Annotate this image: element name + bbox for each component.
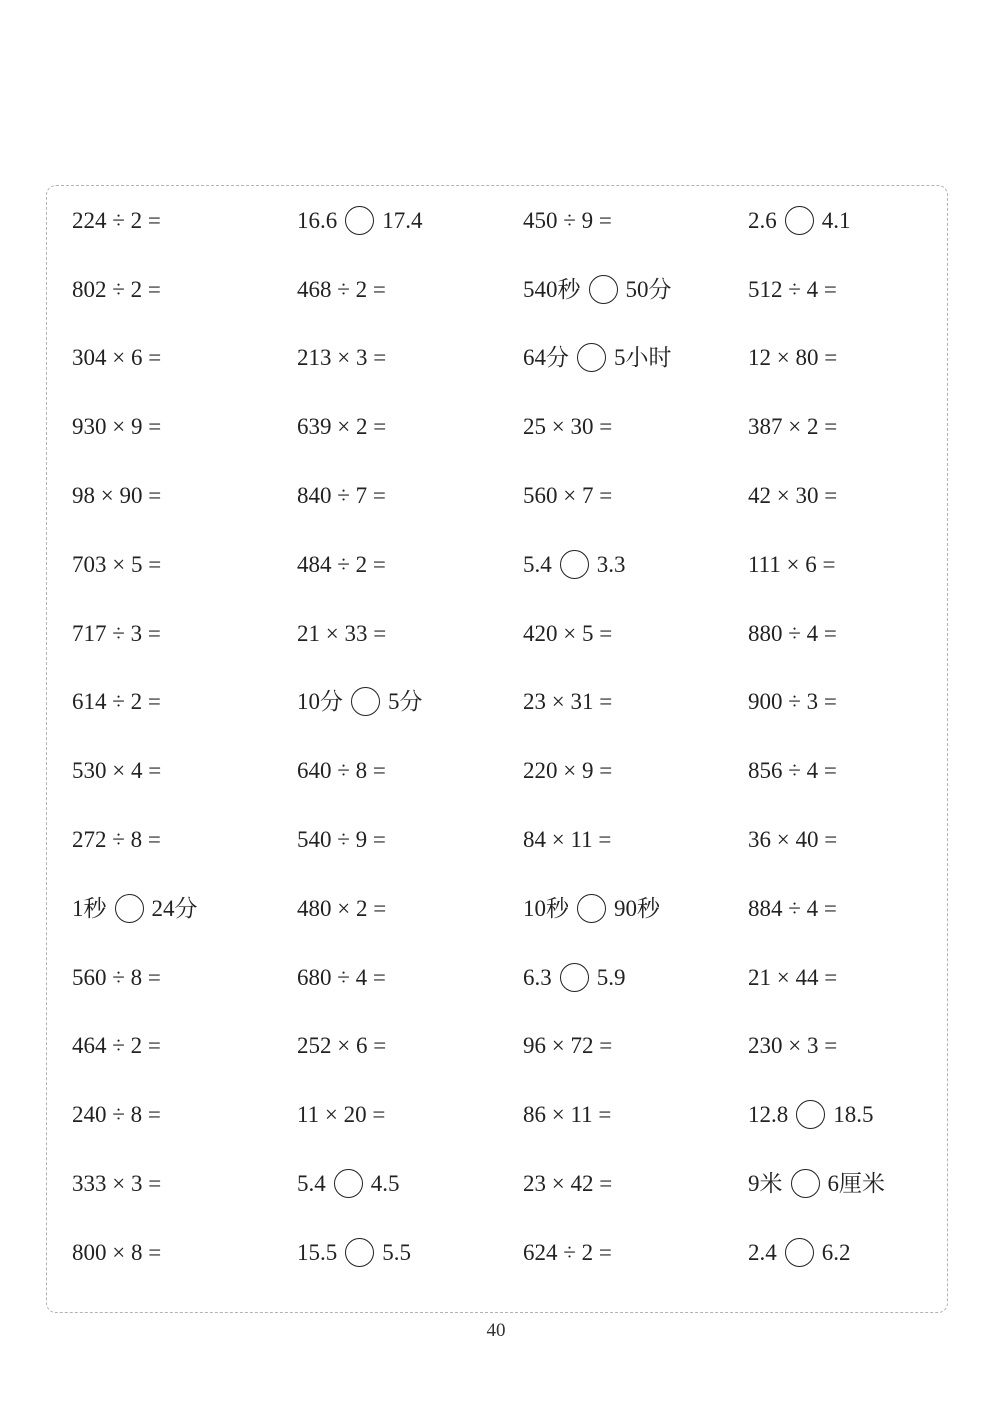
comparison-problem: [523, 324, 748, 393]
problem-text: 11 × 20 =: [297, 1102, 386, 1128]
problem-text: 680 ÷ 4 =: [297, 964, 386, 990]
comparison-problem: [297, 186, 523, 255]
problem-text: 800 × 8 =: [72, 1239, 162, 1265]
answer-circle[interactable]: [334, 1169, 363, 1198]
compare-right: 18.5: [833, 1102, 874, 1128]
math-problem: [748, 255, 952, 324]
problem-text: 560 ÷ 8 =: [72, 964, 161, 990]
problem-text: 96 × 72 =: [523, 1033, 613, 1059]
math-problem: [523, 599, 748, 668]
answer-circle[interactable]: [560, 550, 589, 579]
compare-right: 4.1: [821, 207, 851, 233]
math-problem: [72, 736, 297, 805]
problem-text: 12 × 80 =: [748, 345, 838, 371]
answer-circle[interactable]: [115, 894, 144, 923]
problem-text: 717 ÷ 3 =: [72, 620, 161, 646]
math-problem: [748, 668, 952, 737]
comparison-problem: [523, 530, 748, 599]
compare-right: 17.4: [382, 207, 423, 233]
comparison-problem: [297, 1149, 523, 1218]
problem-text: 900 ÷ 3 =: [748, 689, 837, 715]
math-problem: [523, 1149, 748, 1218]
problem-text: 468 ÷ 2 =: [297, 276, 386, 302]
compare-left: 10分: [297, 689, 343, 715]
problem-text: 84 × 11 =: [523, 827, 612, 853]
math-problem: [72, 392, 297, 461]
problem-text: 420 × 5 =: [523, 620, 613, 646]
problem-text: 884 ÷ 4 =: [748, 895, 837, 921]
problem-text: 230 × 3 =: [748, 1033, 838, 1059]
math-problem: [72, 530, 297, 599]
math-problem: [297, 530, 523, 599]
math-problem: [523, 1080, 748, 1149]
answer-circle[interactable]: [351, 687, 380, 716]
problem-text: 333 × 3 =: [72, 1171, 162, 1197]
problem-text: 36 × 40 =: [748, 827, 838, 853]
math-problem: [72, 1218, 297, 1287]
compare-left: 2.4: [748, 1239, 777, 1265]
math-problem: [748, 599, 952, 668]
problem-text: 21 × 33 =: [297, 620, 387, 646]
math-problem: [297, 1012, 523, 1081]
compare-left: 540秒: [523, 276, 581, 302]
compare-right: 5分: [388, 689, 423, 715]
math-problem: [748, 943, 952, 1012]
problem-text: 930 × 9 =: [72, 414, 162, 440]
answer-circle[interactable]: [796, 1100, 825, 1129]
comparison-problem: [523, 874, 748, 943]
compare-right: 24分: [151, 895, 198, 921]
problem-text: 624 ÷ 2 =: [523, 1239, 612, 1265]
comparison-problem: [748, 1218, 952, 1287]
problem-text: 880 ÷ 4 =: [748, 620, 837, 646]
compare-left: 64分: [523, 345, 569, 371]
problem-text: 802 ÷ 2 =: [72, 276, 161, 302]
math-problem: [297, 874, 523, 943]
math-problem: [297, 599, 523, 668]
math-problem: [748, 1012, 952, 1081]
problem-text: 387 × 2 =: [748, 414, 838, 440]
compare-right: 5小时: [614, 345, 672, 371]
math-problem: [72, 805, 297, 874]
problem-text: 856 ÷ 4 =: [748, 758, 837, 784]
problem-text: 840 ÷ 7 =: [297, 483, 386, 509]
math-problem: [523, 805, 748, 874]
math-problem: [297, 461, 523, 530]
math-problem: [297, 736, 523, 805]
problem-grid: [72, 186, 952, 1287]
problem-text: 464 ÷ 2 =: [72, 1033, 161, 1059]
comparison-problem: [748, 1080, 952, 1149]
compare-right: 90秒: [614, 895, 660, 921]
math-problem: [523, 186, 748, 255]
compare-right: 50分: [625, 276, 672, 302]
math-problem: [297, 324, 523, 393]
compare-left: 6.3: [523, 964, 552, 990]
comparison-problem: [523, 943, 748, 1012]
problem-text: 480 × 2 =: [297, 895, 387, 921]
problem-text: 304 × 6 =: [72, 345, 162, 371]
problem-text: 703 × 5 =: [72, 551, 162, 577]
math-problem: [748, 461, 952, 530]
problem-text: 484 ÷ 2 =: [297, 551, 386, 577]
math-problem: [523, 1218, 748, 1287]
problem-text: 98 × 90 =: [72, 483, 162, 509]
problem-text: 450 ÷ 9 =: [523, 207, 612, 233]
math-problem: [72, 461, 297, 530]
math-problem: [748, 392, 952, 461]
math-problem: [297, 392, 523, 461]
math-problem: [72, 599, 297, 668]
math-problem: [72, 324, 297, 393]
answer-circle[interactable]: [345, 1238, 374, 1267]
math-problem: [297, 255, 523, 324]
problem-text: 560 × 7 =: [523, 483, 613, 509]
compare-left: 16.6: [297, 207, 338, 233]
math-problem: [297, 943, 523, 1012]
math-problem: [523, 736, 748, 805]
math-problem: [297, 805, 523, 874]
problem-text: 23 × 42 =: [523, 1171, 613, 1197]
problem-text: 220 × 9 =: [523, 758, 613, 784]
problem-text: 86 × 11 =: [523, 1102, 612, 1128]
answer-circle[interactable]: [589, 275, 618, 304]
comparison-problem: [523, 255, 748, 324]
answer-circle[interactable]: [577, 343, 606, 372]
compare-left: 12.8: [748, 1102, 789, 1128]
problem-text: 42 × 30 =: [748, 483, 838, 509]
compare-right: 4.5: [370, 1171, 400, 1197]
compare-right: 5.5: [382, 1239, 411, 1265]
math-problem: [72, 1149, 297, 1218]
compare-left: 2.6: [748, 207, 777, 233]
compare-left: 5.4: [297, 1171, 326, 1197]
compare-left: 10秒: [523, 895, 569, 921]
compare-left: 9米: [748, 1171, 783, 1197]
problem-text: 639 × 2 =: [297, 414, 387, 440]
math-problem: [748, 324, 952, 393]
math-problem: [523, 461, 748, 530]
answer-circle[interactable]: [560, 963, 589, 992]
problem-text: 25 × 30 =: [523, 414, 613, 440]
math-problem: [72, 255, 297, 324]
compare-right: 6.2: [821, 1239, 851, 1265]
answer-circle[interactable]: [791, 1169, 820, 1198]
compare-left: 5.4: [523, 551, 552, 577]
math-problem: [523, 392, 748, 461]
math-problem: [72, 668, 297, 737]
comparison-problem: [297, 668, 523, 737]
math-problem: [72, 1012, 297, 1081]
problem-text: 614 ÷ 2 =: [72, 689, 161, 715]
problem-text: 23 × 31 =: [523, 689, 613, 715]
problem-text: 111 × 6 =: [748, 551, 836, 577]
answer-circle[interactable]: [785, 206, 814, 235]
comparison-problem: [297, 1218, 523, 1287]
math-problem: [748, 530, 952, 599]
problem-text: 224 ÷ 2 =: [72, 207, 161, 233]
comparison-problem: [748, 1149, 952, 1218]
problem-text: 21 × 44 =: [748, 964, 838, 990]
problem-text: 272 ÷ 8 =: [72, 827, 161, 853]
math-problem: [748, 805, 952, 874]
problem-text: 213 × 3 =: [297, 345, 387, 371]
problem-text: 252 × 6 =: [297, 1033, 387, 1059]
math-problem: [72, 1080, 297, 1149]
compare-right: 6厘米: [827, 1171, 885, 1197]
math-problem: [748, 874, 952, 943]
math-problem: [72, 186, 297, 255]
answer-circle[interactable]: [345, 206, 374, 235]
problem-text: 530 × 4 =: [72, 758, 162, 784]
compare-right: 5.9: [596, 964, 626, 990]
problem-text: 240 ÷ 8 =: [72, 1102, 161, 1128]
math-problem: [523, 668, 748, 737]
answer-circle[interactable]: [577, 894, 606, 923]
comparison-problem: [748, 186, 952, 255]
answer-circle[interactable]: [785, 1238, 814, 1267]
compare-left: 1秒: [72, 895, 107, 921]
math-problem: [748, 736, 952, 805]
compare-right: 3.3: [596, 551, 626, 577]
problem-text: 640 ÷ 8 =: [297, 758, 386, 784]
compare-left: 15.5: [297, 1239, 338, 1265]
math-problem: [297, 1080, 523, 1149]
page-number: 40: [486, 1320, 506, 1341]
comparison-problem: [72, 874, 297, 943]
math-problem: [72, 943, 297, 1012]
problem-text: 540 ÷ 9 =: [297, 827, 386, 853]
problem-text: 512 ÷ 4 =: [748, 276, 837, 302]
math-problem: [523, 1012, 748, 1081]
